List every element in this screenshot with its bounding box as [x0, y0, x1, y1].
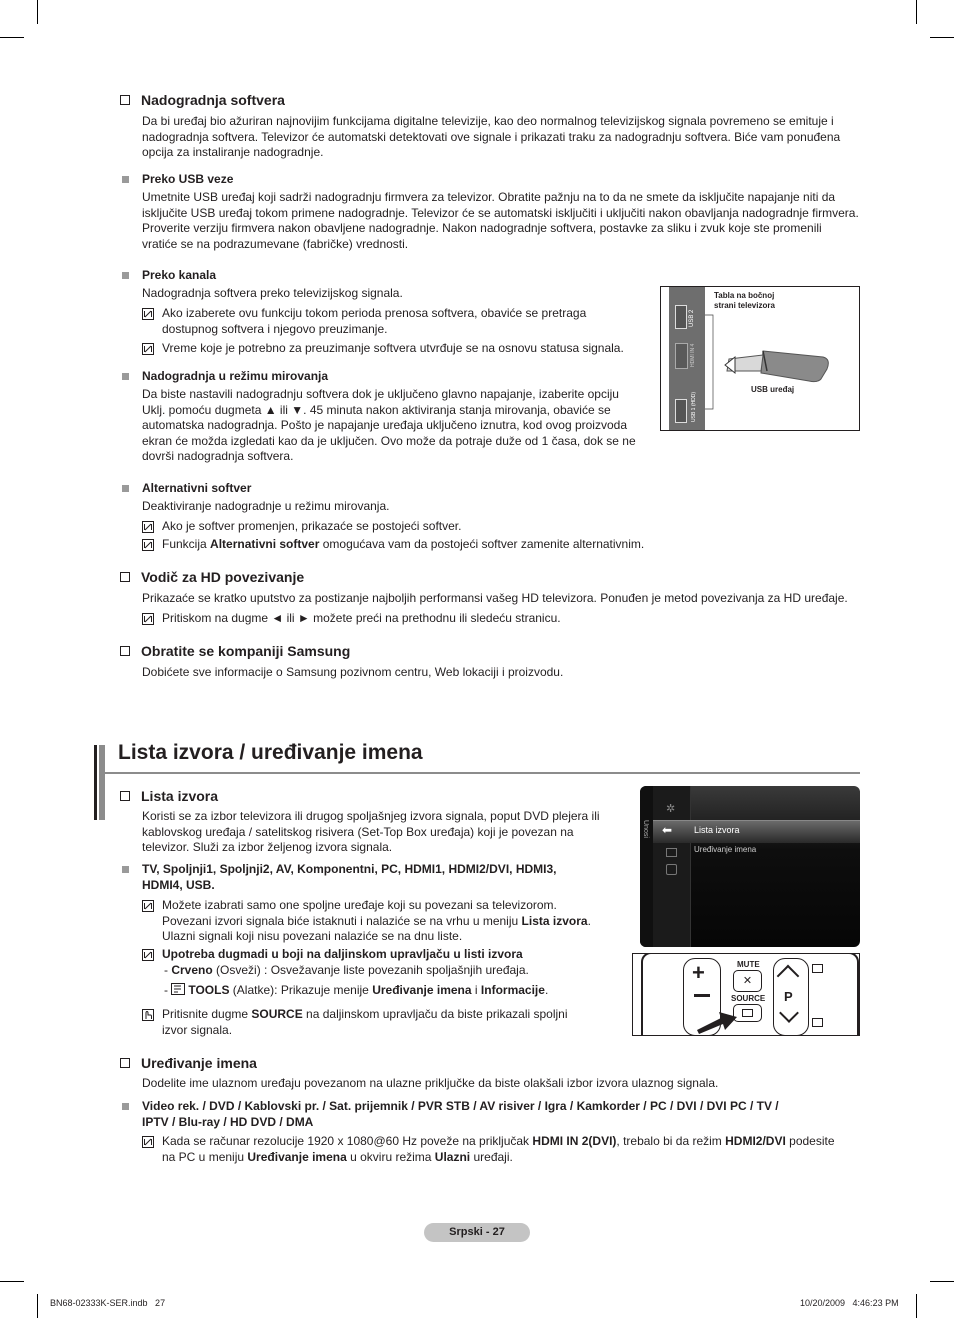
menu-side-label: Unosi: [642, 820, 649, 838]
crop-mark: [916, 1294, 917, 1318]
section-title-name-edit: Uređivanje imena: [120, 1055, 257, 1071]
checkbox-icon: [120, 1058, 130, 1068]
menu-item-icon: [666, 864, 677, 875]
crop-mark: [930, 37, 954, 38]
note-icon: [142, 521, 154, 533]
source-label: SOURCE: [731, 994, 766, 1003]
menu-item-source-list[interactable]: Lista izvora: [694, 825, 740, 835]
upgrade-intro: Da bi uređaj bio ažuriran najnovijim funkcijama digitalne televizije, kao deo normalnog televizijskog signala povremeno se emituje i nadogradnja softvera. Televizor će automatski detektovati ove signale i prikazati traku za nadogradnju softvera. Biće vam ponuđena opcija za instaliranje nadogradnje.: [142, 114, 841, 159]
menu-item-icon: [666, 848, 677, 857]
checkbox-icon: [120, 646, 130, 656]
small-icon: [812, 1018, 823, 1027]
crop-mark: [0, 37, 24, 38]
note-icon: [142, 949, 154, 961]
checkbox-icon: [120, 572, 130, 582]
menu-highlight-bar: [653, 820, 860, 843]
volume-down-icon[interactable]: [694, 994, 710, 997]
small-icon: [812, 964, 823, 973]
inputs-list: TV, Spoljnji1, Spoljnji2, AV, Komponentni, PC, HDMI1, HDMI2/DVI, HDMI3, HDMI4, USB.: [142, 862, 557, 892]
checkbox-icon: [120, 791, 130, 801]
tv-menu-screen: [640, 786, 860, 947]
alt-title: Alternativni softver: [142, 481, 252, 495]
usb-connector-line: [705, 313, 725, 423]
remote-figure: [632, 953, 860, 1036]
crop-mark: [930, 1281, 954, 1282]
remote-hand-icon: [142, 1009, 154, 1021]
bullet-square-icon: [122, 1103, 129, 1110]
port-label: USB 1 (HDD): [691, 391, 697, 422]
channel-text: Nadogradnja softvera preko televizijskog signala.: [142, 286, 403, 300]
crop-mark: [37, 1294, 38, 1318]
usb-title: Preko USB veze: [142, 172, 234, 186]
bullet-square-icon: [122, 866, 129, 873]
port-label: HDMI IN 4: [690, 343, 696, 367]
mute-button[interactable]: ✕: [733, 970, 762, 992]
crop-mark: [0, 1281, 24, 1282]
section-title-hd: Vodič za HD povezivanje: [120, 569, 304, 585]
checkbox-icon: [120, 95, 130, 105]
section-title-upgrade: Nadogradnja softvera: [120, 92, 285, 108]
hdmi-port: [675, 343, 688, 369]
source-icon: [742, 1009, 753, 1017]
usb-device-label: USB uređaj: [751, 385, 795, 394]
note-icon: [142, 308, 154, 320]
section-title-source-list: Lista izvora: [120, 788, 218, 804]
note-icon: [142, 900, 154, 912]
channel-label: P: [784, 989, 793, 1004]
pointer-arrow-icon: [695, 1004, 739, 1034]
page-number: Srpski - 27: [424, 1223, 530, 1242]
usb-stick-icon: [723, 343, 833, 387]
crop-mark: [916, 0, 917, 24]
usb-port-2: [675, 399, 687, 423]
alt-text: Deaktiviranje nadogradnje u režimu mirovanja.: [142, 499, 390, 513]
footer-date: 10/20/2009 4:46:23 PM: [800, 1298, 899, 1308]
menu-item-edit-name[interactable]: Uređivanje imena: [694, 845, 757, 854]
note-icon: [142, 539, 154, 551]
chapter-rule: [105, 772, 860, 774]
footer-file: BN68-02333K-SER.indb 27: [50, 1298, 166, 1308]
chapter-bar: [99, 745, 105, 820]
gear-icon: ✲: [666, 803, 676, 815]
volume-up-icon[interactable]: +: [692, 960, 705, 985]
section-title-samsung: Obratite se kompaniji Samsung: [120, 643, 350, 659]
hd-text: Prikazaće se kratko uputstvo za postizanje najboljih performansi vašeg HD televizora. Ponuđen je metod povezivanja za HD uređaje.: [142, 591, 848, 605]
chapter-bar: [94, 745, 97, 820]
bullet-square-icon: [122, 485, 129, 492]
chapter-title: Lista izvora / uređivanje imena: [118, 741, 423, 764]
panel-label: Tabla na bočnoj strani televizora: [714, 291, 775, 310]
menu-side-column: [640, 786, 653, 947]
note-icon: [142, 613, 154, 625]
bullet-square-icon: [122, 373, 129, 380]
usb-text: Umetnite USB uređaj koji sadrži nadogradnju firmvera za televizor. Obratite pažnju na to da ne smete da isključite napajanje niti da isključite USB uređaj tokom primene nadogradnje. Televizor će se automatski isključiti i uključiti nakon obavljanja nadogradnje firmvera. Proverite verziju firmvera nakon obavljene nadogradnje. Nakon nadogradnje softvera, postavke za sliku i zvuk koje ste promenili vratiće se na podrazumevane (fabričke) vrednosti.: [142, 190, 859, 251]
name-edit-text: Dodelite ime ulaznom uređaju povezanom na ulazne priključke da biste olakšali izbor izvora ulaznog signala.: [142, 1076, 719, 1090]
input-icon[interactable]: ⬅: [662, 823, 673, 837]
bullet-square-icon: [122, 176, 129, 183]
devices-list: Video rek. / DVD / Kablovski pr. / Sat. prijemnik / PVR STB / AV risiver / Igra / Kamkorder / PC / DVI / DVI PC / TV / IPTV / Blu-ray / HD DVD / DMA: [142, 1099, 779, 1129]
bullet-square-icon: [122, 272, 129, 279]
standby-title: Nadogradnja u režimu mirovanja: [142, 369, 329, 383]
mute-label: MUTE: [737, 960, 760, 969]
port-label: USB 2: [689, 309, 695, 327]
source-list-text: Koristi se za izbor televizora ili drugog spoljašnjeg izvora signala, poput DVD plejera ili kablovskog uređaja / satelitskog risivera (Set-Top Box uređaja) koji je povezan na televizor. Služi za izbor željenog izvora signala.: [142, 809, 600, 854]
standby-text: Da biste nastavili nadogradnju softvera dok je uključeno glavno napajanje, izaberite opciju Uklj. pomoću dugmeta ▲ ili ▼. 45 minuta nakon aktiviranja stanja mirovanja, obaviće se automatska nadogradnja. Pošto je napajanje uređaja uključeno iznutra, kod ovog proizvoda ekran će možda izgledati kao da je uključen. Ovo može da potraje duže od 1 časa, dok se ne dovrši nadogradnja softvera.: [142, 387, 636, 463]
usb-figure: [660, 286, 860, 431]
tools-icon: [171, 983, 185, 995]
usb-port-1: [675, 305, 687, 329]
samsung-text: Dobićete sve informacije o Samsung pozivnom centru, Web lokaciji i proizvodu.: [142, 665, 564, 679]
note-icon: [142, 343, 154, 355]
channel-title: Preko kanala: [142, 268, 217, 282]
crop-mark: [37, 0, 38, 24]
note-icon: [142, 1136, 154, 1148]
